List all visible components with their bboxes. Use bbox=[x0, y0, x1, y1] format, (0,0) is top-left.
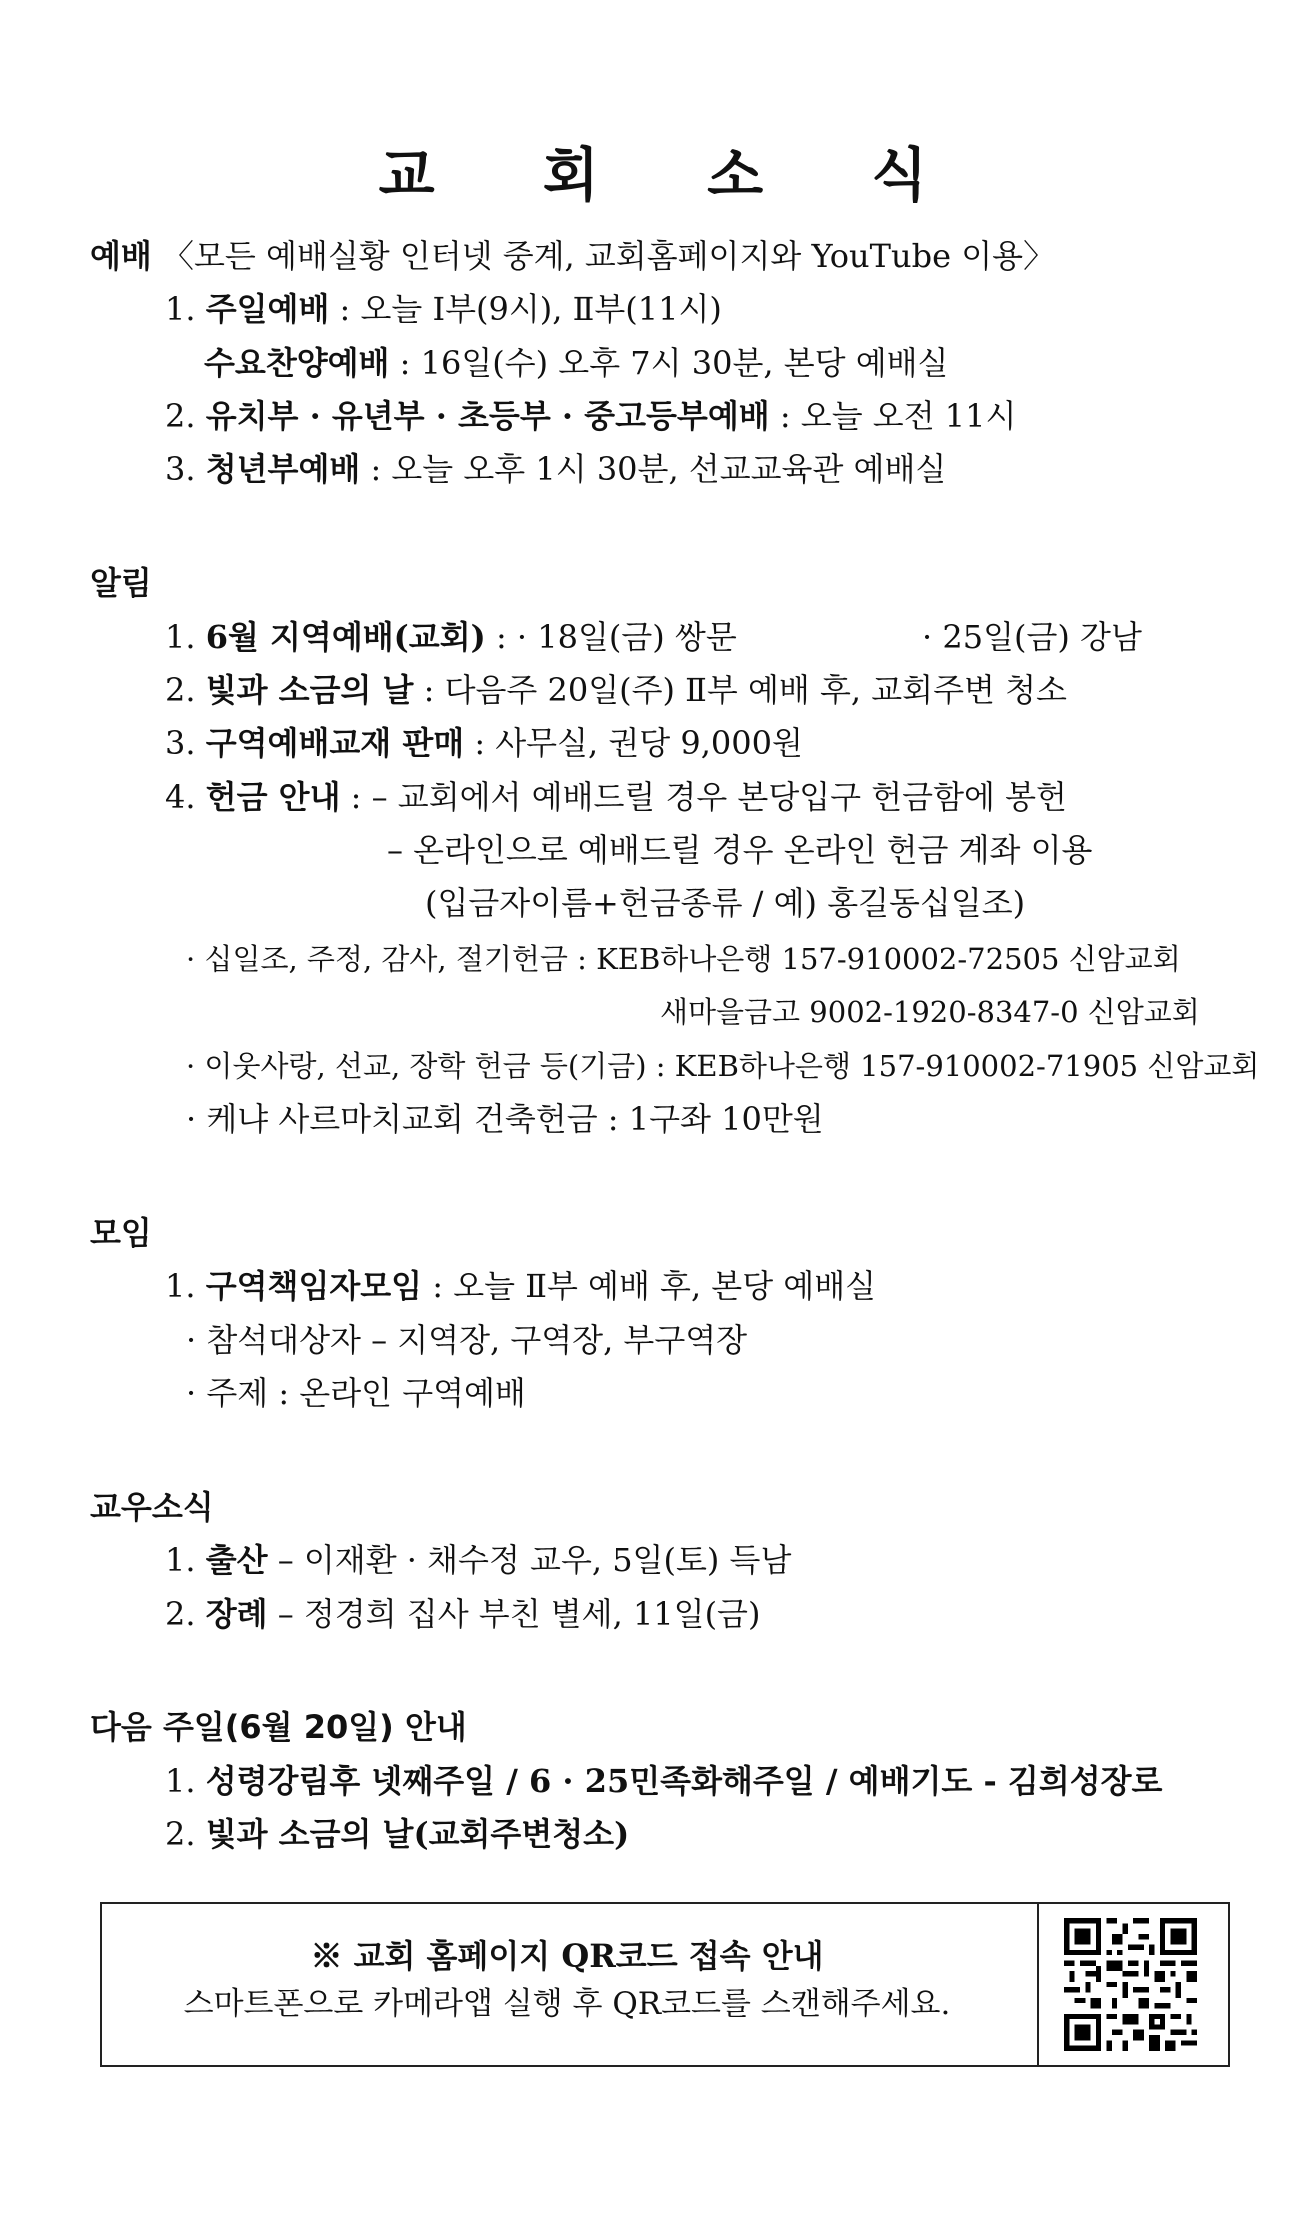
worship-item bbox=[204, 343, 948, 383]
account-line: · 십일조, 주정, 감사, 절기헌금 : KEB하나은행 157-910002-72505 신암교회 bbox=[186, 942, 1181, 976]
members-heading: 교우소식 bbox=[90, 1488, 214, 1526]
meetings-heading: 모임 bbox=[90, 1214, 152, 1252]
item-text: – 정경희 집사 부친 별세, 11일(금) bbox=[267, 1595, 761, 1633]
meetings-section-header bbox=[90, 1213, 152, 1253]
meeting-sub-line: · 참석대상자 – 지역장, 구역장, 부구역장 bbox=[186, 1321, 748, 1359]
item-separator: : bbox=[389, 344, 421, 382]
notice-item bbox=[165, 777, 1067, 817]
item-text: – 교회에서 예배드릴 경우 본당입구 헌금함에 봉헌 bbox=[371, 778, 1067, 816]
worship-heading: 예배 bbox=[90, 237, 152, 275]
worship-item bbox=[165, 449, 946, 489]
item-label: 구역예배교재 판매 bbox=[205, 724, 465, 762]
item-text: 오늘 Ⅱ부 예배 후, 본당 예배실 bbox=[453, 1267, 877, 1305]
item-label: 빛과 소금의 날 bbox=[205, 671, 414, 709]
item-text: 오늘 오전 11시 bbox=[800, 397, 1017, 435]
prayer-leader: 김희성장로 bbox=[1007, 1762, 1163, 1800]
item-text: 16일(수) 오후 7시 30분, 본당 예배실 bbox=[420, 344, 949, 382]
members-section-header bbox=[90, 1487, 214, 1527]
notices-section-header bbox=[90, 563, 152, 603]
worship-section-header bbox=[90, 236, 1055, 276]
item-label: 청년부예배 bbox=[205, 450, 361, 488]
item-text: 사무실, 권당 9,000원 bbox=[495, 724, 803, 762]
notice-item bbox=[165, 670, 1067, 710]
qr-info-box bbox=[100, 1902, 1230, 2067]
item-text: 오늘 Ⅰ부(9시), Ⅱ부(11시) bbox=[360, 290, 722, 328]
qr-code-icon[interactable] bbox=[1064, 1918, 1197, 2051]
notice-item-extra: · 25일(금) 강남 bbox=[922, 618, 1142, 656]
item-label: 출산 bbox=[205, 1541, 268, 1579]
item-separator: : bbox=[464, 724, 496, 762]
item-number: 1. bbox=[165, 1541, 196, 1579]
item-label: 성령강림후 넷째주일 / 6 · 25민족화해주일 / 예배기도 - bbox=[205, 1762, 1008, 1800]
box-divider bbox=[1037, 1904, 1039, 2065]
item-number: 2. bbox=[165, 1595, 196, 1633]
item-number: 2. bbox=[165, 1815, 196, 1853]
item-separator: : bbox=[422, 1267, 454, 1305]
qr-info-text bbox=[102, 1932, 1032, 2028]
offering-example-line: (입금자이름+헌금종류 / 예) 홍길동십일조) bbox=[425, 884, 1026, 922]
next-week-section-header bbox=[90, 1707, 467, 1747]
item-label: 유치부 · 유년부 · 초등부 · 중고등부예배 bbox=[205, 397, 770, 435]
item-label: 장례 bbox=[205, 1595, 268, 1633]
next-week-item bbox=[165, 1761, 1162, 1801]
worship-item bbox=[165, 396, 1016, 436]
item-separator: : bbox=[360, 450, 392, 488]
item-label: 헌금 안내 bbox=[205, 778, 341, 816]
item-number: 1. bbox=[165, 290, 196, 328]
item-label: 수요찬양예배 bbox=[204, 344, 390, 382]
meeting-item bbox=[165, 1266, 876, 1306]
notice-item bbox=[165, 617, 737, 657]
account-line: 새마을금고 9002-1920-8347-0 신암교회 bbox=[660, 995, 1200, 1029]
next-week-heading: 다음 주일(6월 20일) 안내 bbox=[90, 1708, 467, 1746]
next-week-item bbox=[165, 1814, 629, 1854]
item-number: 2. bbox=[165, 397, 196, 435]
account-line: · 이웃사랑, 선교, 장학 헌금 등(기금) : KEB하나은행 157-910002-71905 신암교회 bbox=[186, 1049, 1260, 1083]
item-separator: : bbox=[329, 290, 361, 328]
item-number: 2. bbox=[165, 671, 196, 709]
qr-info-title: ※ 교회 홈페이지 QR코드 접속 안내 bbox=[310, 1937, 824, 1975]
item-number: 3. bbox=[165, 724, 196, 762]
item-text: · 18일(금) 쌍문 bbox=[516, 618, 737, 656]
qr-info-instruction: 스마트폰으로 카메라앱 실행 후 QR코드를 스캔해주세요. bbox=[183, 1986, 951, 2022]
item-separator: : bbox=[413, 671, 445, 709]
item-label: 빛과 소금의 날(교회주변청소) bbox=[205, 1815, 630, 1853]
meeting-sub-line: · 주제 : 온라인 구역예배 bbox=[186, 1374, 526, 1412]
account-line: · 케냐 사르마치교회 건축헌금 : 1구좌 10만원 bbox=[186, 1100, 824, 1138]
item-number: 1. bbox=[165, 1267, 196, 1305]
item-separator: : bbox=[769, 397, 801, 435]
item-separator: : bbox=[485, 618, 517, 656]
item-label: 구역책임자모임 bbox=[205, 1267, 423, 1305]
member-item bbox=[165, 1594, 760, 1634]
page-title: 교 회 소 식 bbox=[378, 141, 972, 209]
item-label: 주일예배 bbox=[205, 290, 330, 328]
member-item bbox=[165, 1540, 791, 1580]
item-text: 다음주 20일(주) Ⅱ부 예배 후, 교회주변 청소 bbox=[444, 671, 1067, 709]
item-text: 오늘 오후 1시 30분, 선교교육관 예배실 bbox=[391, 450, 947, 488]
item-text: – 이재환 · 채수정 교우, 5일(토) 득남 bbox=[267, 1541, 792, 1579]
worship-item bbox=[165, 289, 722, 329]
item-number: 4. bbox=[165, 778, 196, 816]
notice-item bbox=[165, 723, 803, 763]
item-separator: : bbox=[340, 778, 372, 816]
offering-online-line: – 온라인으로 예배드릴 경우 온라인 헌금 계좌 이용 bbox=[387, 831, 1093, 869]
worship-heading-note: 〈모든 예배실황 인터넷 중계, 교회홈페이지와 YouTube 이용〉 bbox=[162, 237, 1056, 275]
notices-heading: 알림 bbox=[90, 564, 152, 602]
item-number: 1. bbox=[165, 1762, 196, 1800]
item-label: 6월 지역예배(교회) bbox=[205, 618, 486, 656]
item-number: 1. bbox=[165, 618, 196, 656]
item-number: 3. bbox=[165, 450, 196, 488]
